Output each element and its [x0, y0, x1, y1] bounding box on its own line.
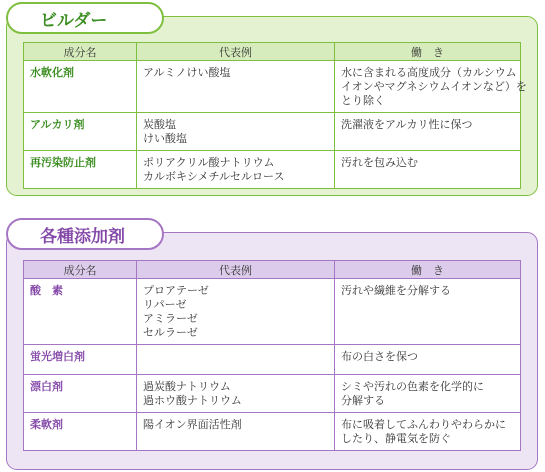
example-item: プロアテーゼ: [143, 284, 209, 297]
table-row: [24, 61, 521, 113]
function-line: 汚れを包み込む: [341, 156, 418, 169]
function-cell: [335, 375, 521, 413]
header-example: 代表例: [137, 43, 335, 61]
example-item: アミラーゼ: [143, 312, 198, 325]
example-item: 過炭酸ナトリウム: [143, 380, 231, 393]
function-cell: [335, 279, 521, 345]
header-function: 働 き: [335, 261, 521, 279]
component-name: 蛍光増白剤: [24, 345, 137, 375]
component-name: 再汚染防止剤: [24, 151, 137, 189]
table-row: [24, 345, 521, 375]
header-example: 代表例: [137, 261, 335, 279]
additives-title: 各種添加剤: [6, 218, 164, 250]
function-cell: [335, 61, 527, 113]
additives-section: [6, 218, 538, 470]
component-name: 酸 素: [24, 279, 137, 345]
component-name: 柔軟剤: [24, 413, 137, 451]
example-item: 過ホウ酸ナトリウム: [143, 394, 242, 407]
examples-cell: [137, 113, 335, 151]
example-item: けい酸塩: [143, 132, 187, 145]
additives-table: [23, 260, 521, 451]
component-name: 漂白剤: [24, 375, 137, 413]
examples-cell: [137, 279, 335, 345]
builder-rows: [24, 61, 527, 189]
function-line: シミや汚れの色素を化学的に: [341, 380, 484, 393]
header-name: 成分名: [24, 43, 137, 61]
function-line: イオンやマグネシウムイオンなど）を: [341, 80, 527, 93]
additives-rows: [24, 279, 521, 451]
function-cell: [335, 413, 521, 451]
function-line: 洗濯液をアルカリ性に保つ: [341, 118, 473, 131]
function-line: したり、静電気を防ぐ: [341, 432, 451, 445]
table-row: [24, 413, 521, 451]
table-row: [24, 279, 521, 345]
example-item: 炭酸塩: [143, 118, 176, 131]
example-item: リパーゼ: [143, 298, 187, 311]
function-cell: [335, 113, 521, 151]
examples-cell: [137, 151, 335, 189]
examples-cell: [137, 345, 335, 375]
example-item: セルラーゼ: [143, 326, 198, 339]
header-name: 成分名: [24, 261, 137, 279]
example-item: ポリアクリル酸ナトリウム: [143, 156, 275, 169]
example-item: 陽イオン界面活性剤: [143, 418, 242, 431]
example-item: アルミノけい酸塩: [143, 66, 231, 79]
example-item: カルボキシメチルセルロース: [143, 170, 285, 183]
builder-table: [23, 42, 527, 189]
function-line: とり除く: [341, 94, 385, 107]
examples-cell: [137, 375, 335, 413]
function-cell: [335, 151, 521, 189]
component-name: アルカリ剤: [24, 113, 137, 151]
examples-cell: [137, 413, 335, 451]
component-name: 水軟化剤: [24, 61, 137, 113]
function-line: 分解する: [341, 394, 385, 407]
function-cell: [335, 345, 521, 375]
builder-header-row: [24, 43, 521, 61]
table-row: [24, 375, 521, 413]
function-line: 布の白さを保つ: [341, 350, 418, 363]
function-line: 水に含まれる高度成分（カルシウム: [341, 66, 517, 79]
table-row: [24, 151, 521, 189]
builder-section: [6, 2, 538, 197]
additives-header-row: [24, 261, 521, 279]
function-line: 布に吸着してふんわりやわらかに: [341, 418, 506, 431]
function-line: 汚れや繊維を分解する: [341, 284, 451, 297]
builder-title: ビルダー: [6, 2, 164, 34]
examples-cell: [137, 61, 335, 113]
table-row: [24, 113, 521, 151]
header-function: 働 き: [335, 43, 521, 61]
